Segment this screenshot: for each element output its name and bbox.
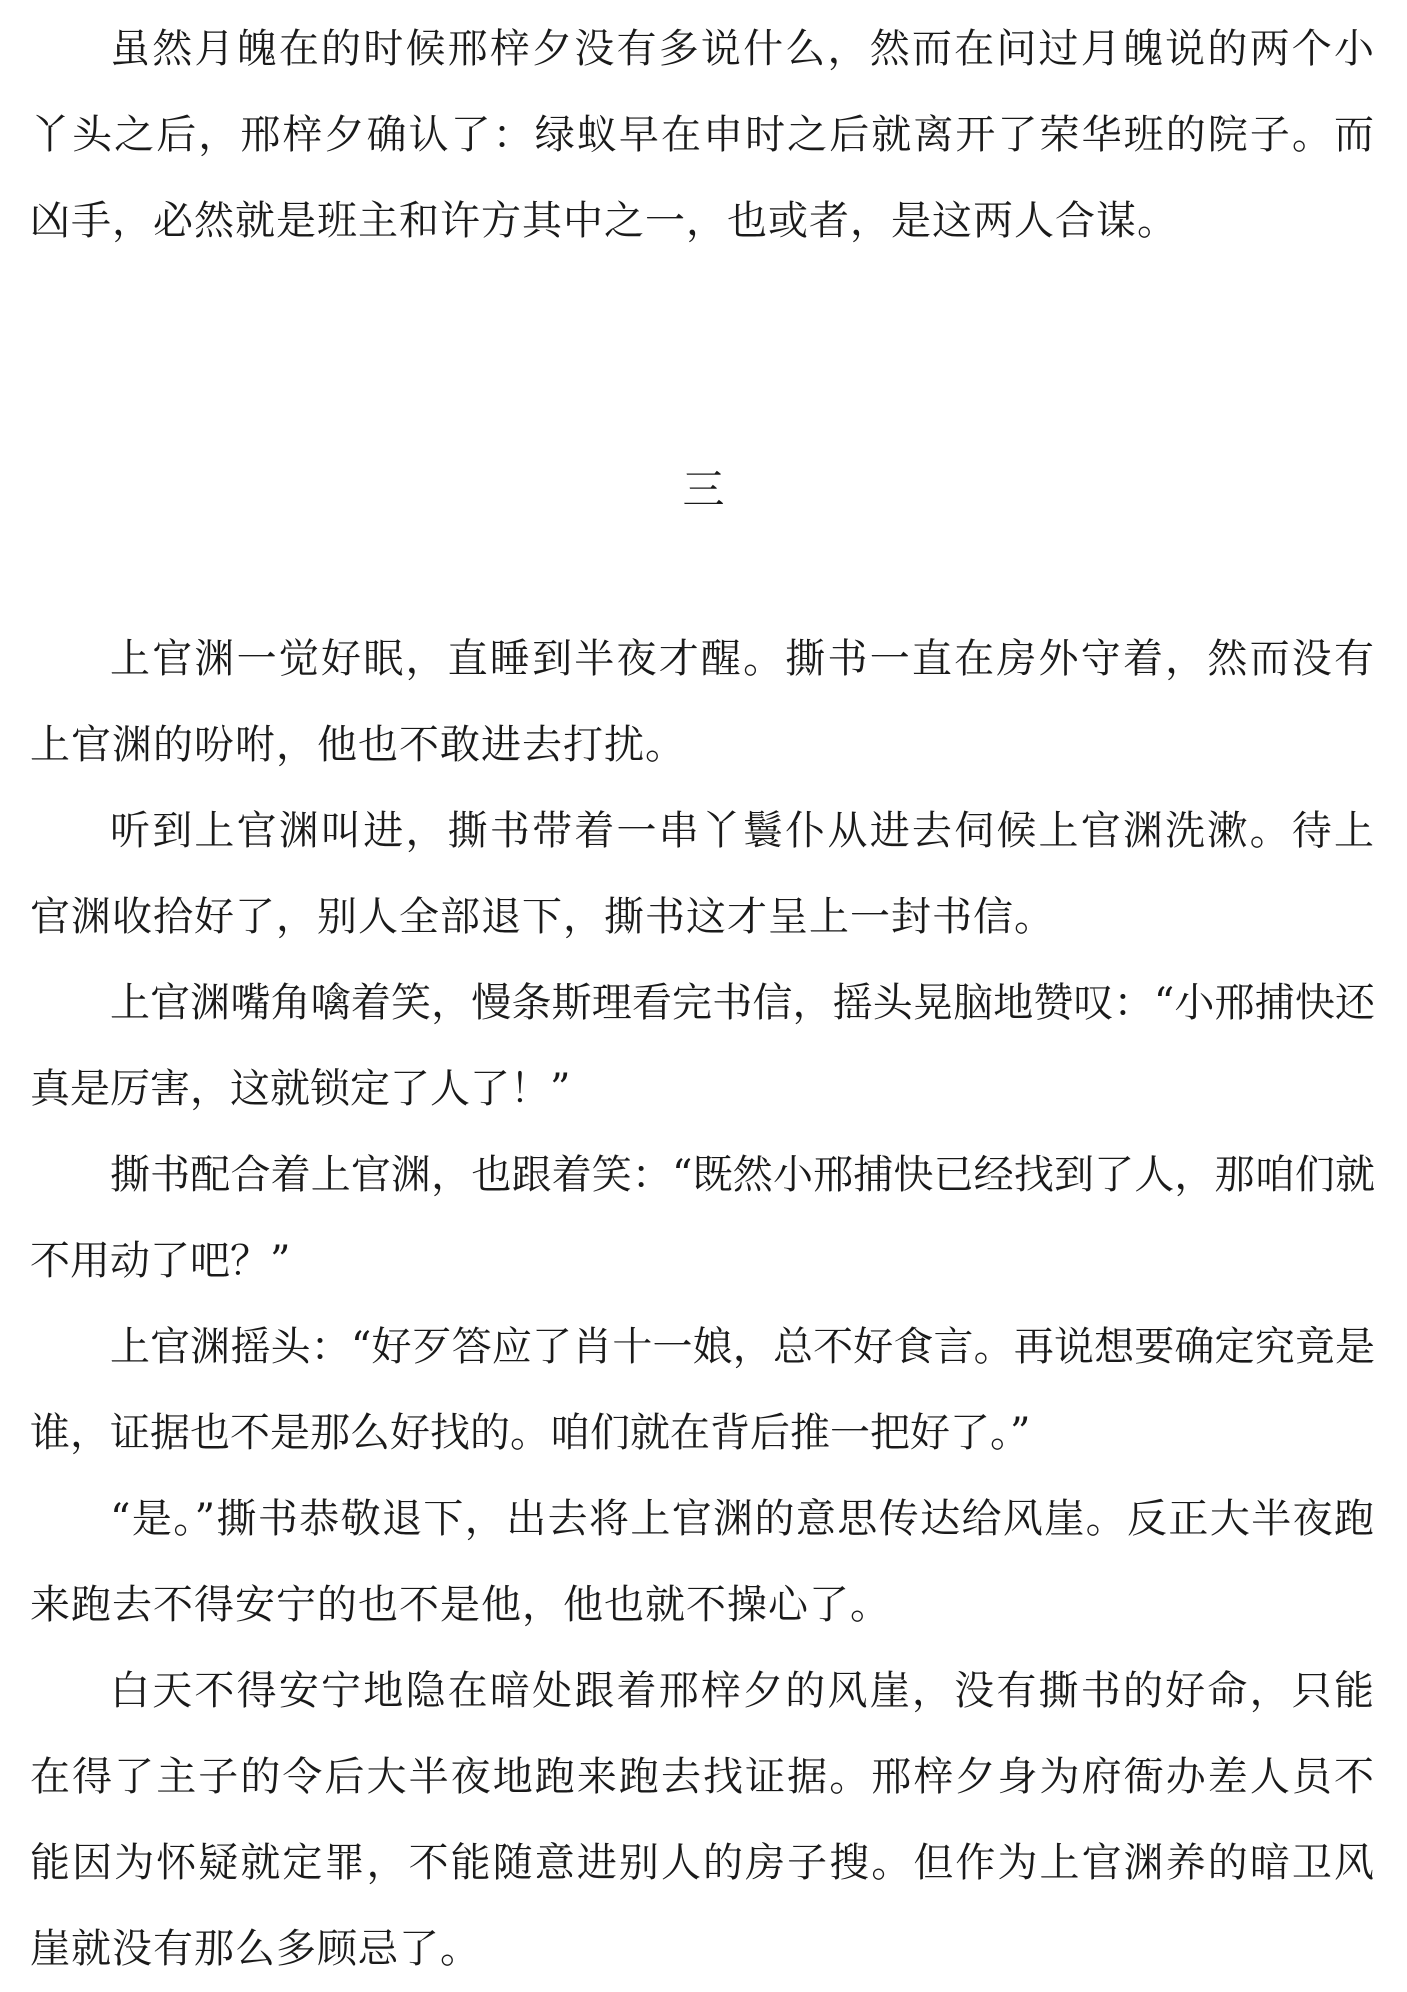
paragraph-8: 白天不得安宁地隐在暗处跟着邢梓夕的风崖，没有撕书的好命，只能在得了主子的令后大半夜地跑来跑去找证据。邢梓夕身为府衙办差人员不能因为怀疑就定罪，不能随意进别人的房子搜。但作为上官渊养的暗卫风崖就没有那么多顾忌了。 <box>30 1668 1375 1972</box>
paragraph-1: 虽然月魄在的时候邢梓夕没有多说什么，然而在问过月魄说的两个小丫头之后，邢梓夕确认了：绿蚁早在申时之后就离开了荣华班的院子。而凶手，必然就是班主和许方其中之一，也或者，是这两人合谋。 <box>30 26 1375 244</box>
paragraph-6: 上官渊摇头：“好歹答应了肖十一娘，总不好食言。再说想要确定究竟是谁，证据也不是那么好找的。咱们就在背后推一把好了。” <box>30 1324 1375 1456</box>
section-heading: 三 <box>682 465 725 514</box>
paragraph-7: “是。”撕书恭敬退下，出去将上官渊的意思传达给风崖。反正大半夜跑来跑去不得安宁的也不是他，他也就不操心了。 <box>30 1496 1375 1628</box>
paragraph-5: 撕书配合着上官渊，也跟着笑：“既然小邢捕快已经找到了人，那咱们就不用动了吧？” <box>30 1152 1375 1284</box>
paragraph-2: 上官渊一觉好眠，直睡到半夜才醒。撕书一直在房外守着，然而没有上官渊的吩咐，他也不敢进去打扰。 <box>30 636 1375 768</box>
paragraph-3: 听到上官渊叫进，撕书带着一串丫鬟仆从进去伺候上官渊洗漱。待上官渊收拾好了，别人全部退下，撕书这才呈上一封书信。 <box>30 808 1375 940</box>
paragraph-4: 上官渊嘴角噙着笑，慢条斯理看完书信，摇头晃脑地赞叹：“小邢捕快还真是厉害，这就锁定了人了！” <box>30 980 1375 1112</box>
